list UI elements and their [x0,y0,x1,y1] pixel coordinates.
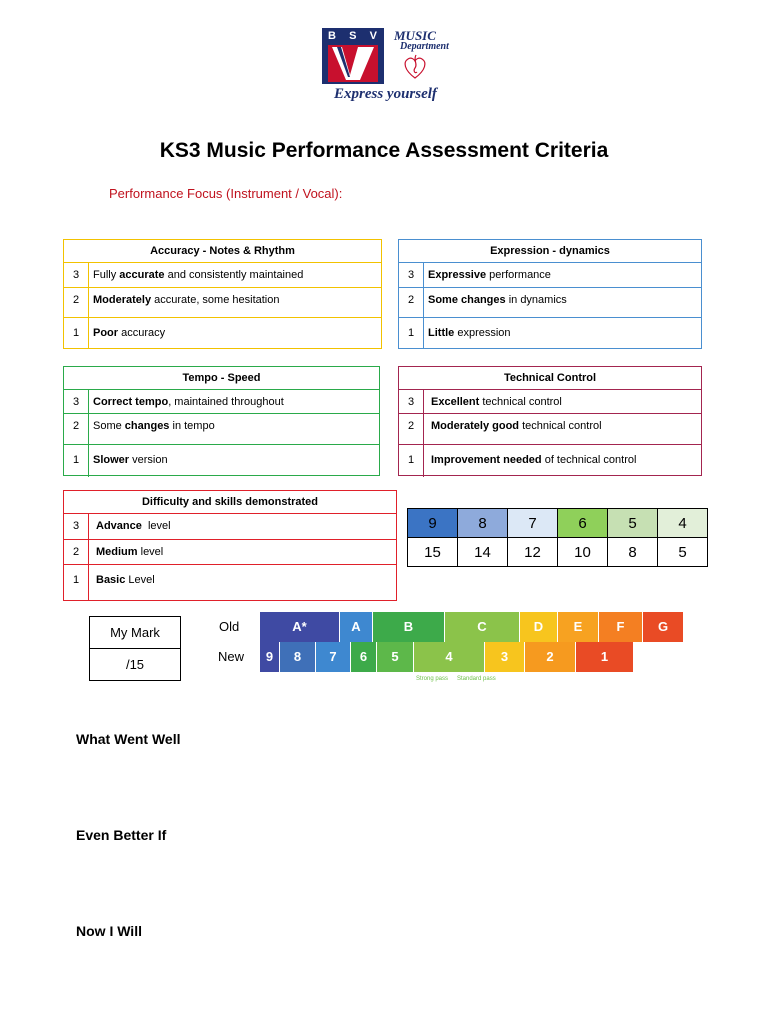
mark-cell: 14 [458,538,508,567]
description-cell: Slower version [93,454,168,466]
table-row [64,288,381,318]
grade-segment: 3 [485,642,525,672]
page-title: KS3 Music Performance Assessment Criteria [159,139,609,162]
score-cell: 1 [399,445,424,477]
grade-segment: B [373,612,445,642]
grade-segment: G [643,612,684,642]
table-row [64,263,381,288]
table-row [64,565,396,601]
grade-segment: 2 [525,642,576,672]
score-cell: 2 [64,414,89,444]
description-cell: Advance level [96,520,171,532]
description-cell: Excellent technical control [431,396,562,408]
new-grades-label: New [218,649,245,664]
table-header: Accuracy - Notes & Rhythm [64,240,381,263]
my-mark-label: My Mark [90,617,180,649]
grade-segment: A [340,612,373,642]
table-row [399,445,701,477]
my-mark-box [89,616,181,681]
logo-tagline: Express yourself [334,86,437,102]
table-row [408,509,708,538]
table-row [64,390,379,414]
description-cell: Little expression [428,327,511,339]
difficulty-criteria-table [63,490,397,601]
school-logo [322,28,462,112]
grade-segment: D [520,612,558,642]
logo-letter: B [328,30,337,42]
old-grades-label: Old [219,619,240,634]
mark-cell: 8 [608,538,658,567]
score-cell: 2 [64,540,89,564]
grade-segment: 5 [377,642,414,672]
score-cell: 2 [64,288,89,317]
grade-cell: 8 [458,509,508,538]
grade-segment: 4 [414,642,485,672]
description-cell: Moderately accurate, some hesitation [93,294,280,306]
heart-clef-icon [402,52,428,80]
mark-cell: 12 [508,538,558,567]
mark-cell: 15 [408,538,458,567]
description-cell: Some changes in dynamics [428,294,567,306]
description-cell: Expressive performance [428,269,551,281]
score-cell: 2 [399,288,424,317]
logo-music-text: MUSIC [394,28,436,43]
my-mark-field[interactable]: /15 [125,657,145,672]
score-cell: 1 [64,565,89,601]
now-i-will-heading: Now I Will [76,923,142,939]
table-row [64,318,381,349]
mark-cell: 5 [658,538,708,567]
grade-segment: C [445,612,520,642]
table-row [399,318,701,349]
grade-mark-table [407,508,708,567]
grade-segment: 8 [280,642,316,672]
table-header: Expression - dynamics [399,240,701,263]
score-cell: 2 [399,414,424,444]
table-row [408,538,708,567]
even-better-if-heading: Even Better If [76,827,167,843]
logo-letter: S [349,30,358,42]
performance-focus-label: Performance Focus (Instrument / Vocal): [109,186,343,201]
grade-cell: 4 [658,509,708,538]
expression-criteria-table [398,239,702,349]
table-row [399,390,701,414]
description-cell: Some changes in tempo [93,420,215,432]
grade-cell: 5 [608,509,658,538]
old-grade-band [260,612,684,642]
table-row [64,414,379,445]
grade-segment: A* [260,612,340,642]
technical-control-criteria-table [398,366,702,476]
strong-pass-label: Strong pass [416,676,449,682]
table-row [399,414,701,445]
score-cell: 1 [399,318,424,349]
score-cell: 3 [64,263,89,287]
description-cell: Correct tempo, maintained throughout [93,396,284,408]
grade-segment: E [558,612,599,642]
logo-v-mark [328,45,378,82]
table-header: Technical Control [399,367,701,390]
score-cell: 3 [399,263,424,287]
score-cell: 3 [399,390,424,413]
description-cell: Improvement needed of technical control [431,454,637,466]
grade-cell: 9 [408,509,458,538]
mark-cell: 10 [558,538,608,567]
table-row [64,514,396,540]
tempo-criteria-table [63,366,380,476]
description-cell: Fully accurate and consistently maintained [93,269,304,281]
logo-department-text: Department [400,41,449,52]
grade-segment: 6 [351,642,377,672]
table-header: Difficulty and skills demonstrated [64,491,396,514]
table-row [64,540,396,565]
what-went-well-heading: What Went Well [76,731,181,747]
grade-segment: 9 [260,642,280,672]
grade-segment: F [599,612,643,642]
description-cell: Moderately good technical control [431,420,602,432]
table-row [64,445,379,477]
score-cell: 1 [64,445,89,477]
table-row [399,288,701,318]
new-grade-band [260,642,634,672]
description-cell: Basic Level [96,574,155,586]
grade-segment: 7 [316,642,351,672]
grade-cell: 6 [558,509,608,538]
score-cell: 1 [64,318,89,349]
logo-letter: V [369,30,378,42]
table-header: Tempo - Speed [64,367,379,390]
score-cell: 3 [64,390,89,413]
grade-segment: 1 [576,642,634,672]
table-row [399,263,701,288]
logo-emblem [322,28,384,84]
score-cell: 3 [64,514,89,539]
description-cell: Poor accuracy [93,327,166,339]
accuracy-criteria-table [63,239,382,349]
description-cell: Medium level [96,546,164,558]
grade-cell: 7 [508,509,558,538]
standard-pass-label: Standard pass [457,676,496,682]
